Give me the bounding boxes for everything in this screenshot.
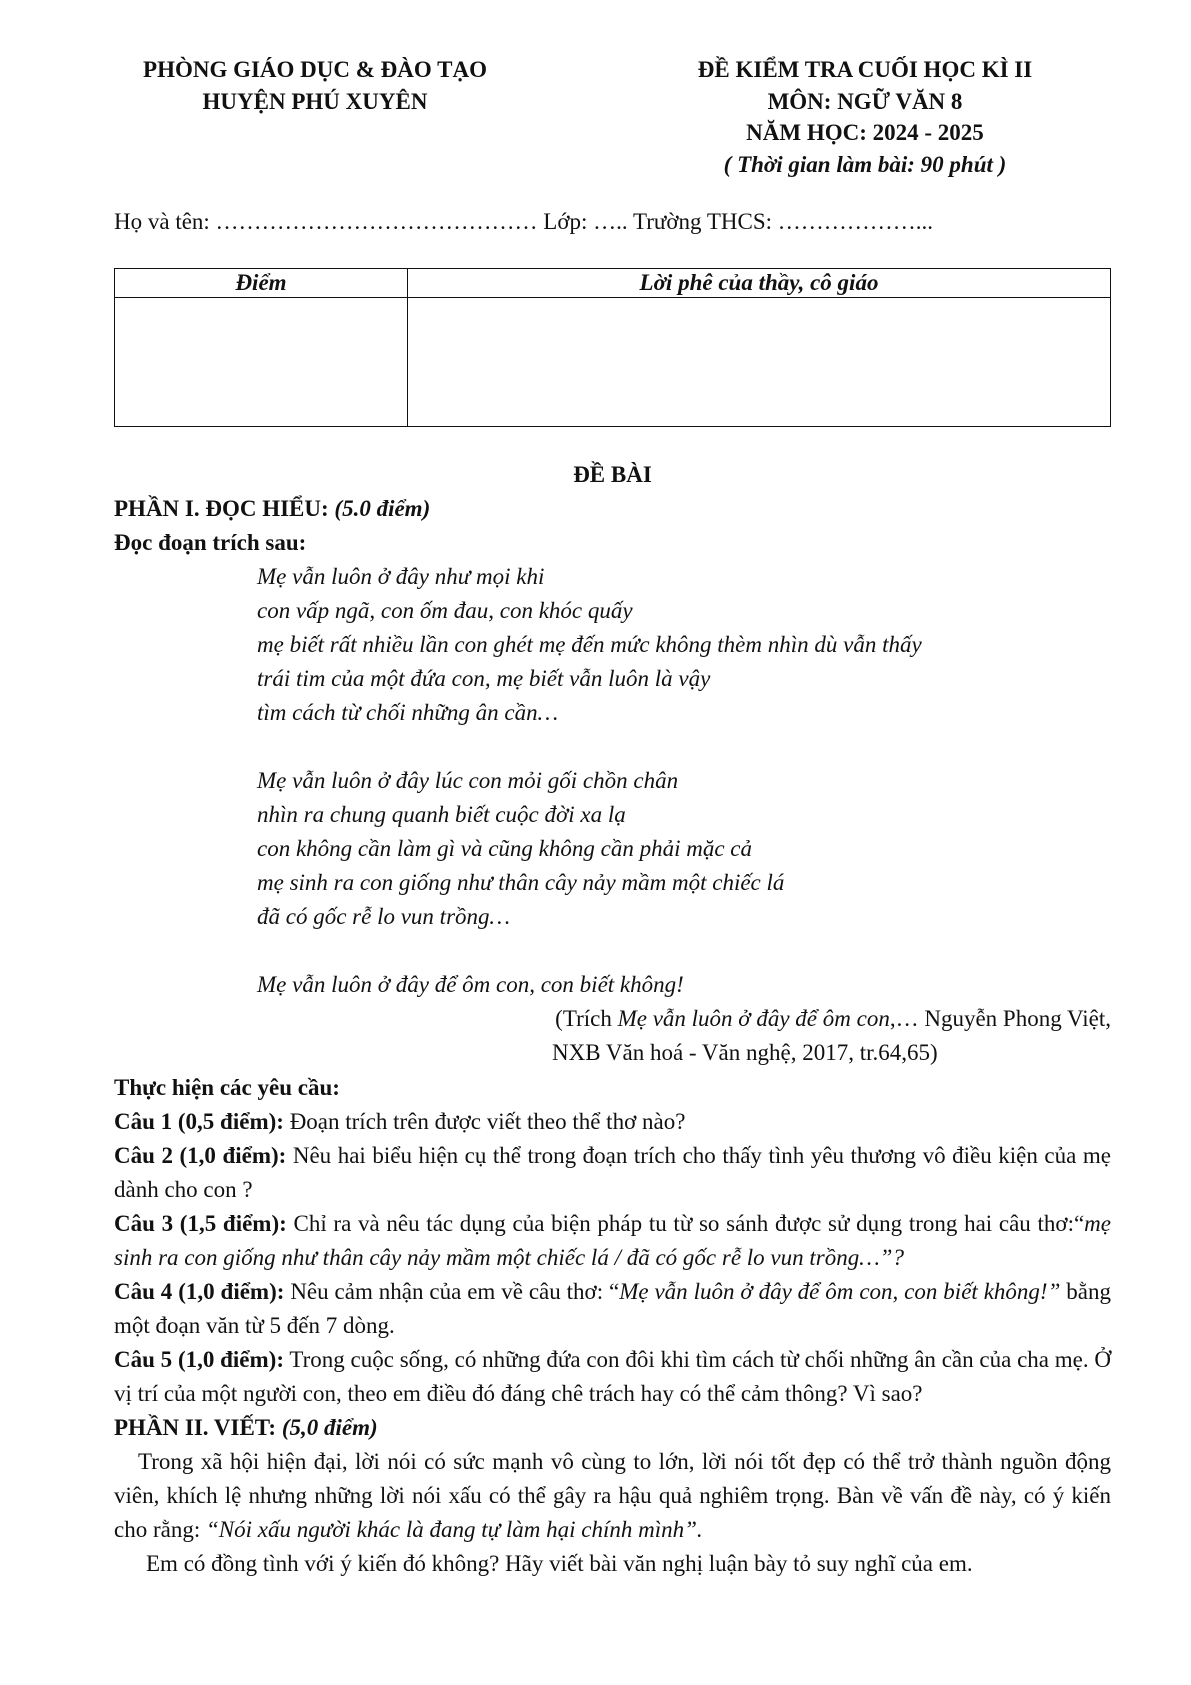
writing-prompt-quote: “Nói xấu người khác là đang tự làm hại chính mình”. — [205, 1516, 703, 1542]
requirements-label: Thực hiện các yêu cầu: — [114, 1074, 340, 1100]
question-1 — [114, 1105, 1111, 1139]
writing-prompt-text: Trong xã hội hiện đại, lời nói có sức mạnh vô cùng to lớn, lời nói tốt đẹp có thể trở thành nguồn động viên, khích lệ nhưng những lời nói xấu có thể gây ra hậu quả nghiêm trọng. Bàn về vấn đề này, có ý kiến cho rằng: — [114, 1448, 1111, 1542]
part1-points: (5.0 điểm) — [334, 496, 431, 522]
poem-line: con không cần làm gì và cũng không cần phải mặc cả — [257, 836, 753, 862]
score-header: Điểm — [115, 269, 408, 298]
part2-title: PHẦN II. VIẾT: — [114, 1414, 277, 1440]
grade-table — [114, 268, 1111, 427]
exam-heading: ĐỀ BÀI — [573, 462, 652, 487]
poem-line: nhìn ra chung quanh biết cuộc đời xa lạ — [257, 802, 626, 828]
poem-line: con vấp ngã, con ốm đau, con khóc quấy — [257, 598, 633, 624]
poem-excerpt — [257, 560, 1111, 1002]
question-tail: bằng một đoạn văn từ 5 đến 7 dòng. — [114, 1278, 1111, 1338]
citation-work: Mẹ vẫn luôn ở đây để ôm con — [617, 1006, 890, 1032]
citation-prefix: (Trích — [555, 1006, 618, 1032]
citation-author: ,… Nguyễn Phong Việt, — [889, 1006, 1111, 1032]
stanza-gap — [257, 730, 1111, 764]
part1-heading — [114, 492, 1111, 526]
department-name: PHÒNG GIÁO DỤC & ĐÀO TẠO — [143, 57, 487, 82]
question-quote: Mẹ vẫn luôn ở đây để ôm con, con biết không!” — [619, 1278, 1061, 1304]
citation-line2: NXB Văn hoá - Văn nghệ, 2017, tr.64,65) — [552, 1040, 938, 1066]
question-text: Chỉ ra và nêu tác dụng của biện pháp tu từ so sánh được sử dụng trong hai câu thơ:“ — [286, 1210, 1085, 1236]
district-name: HUYỆN PHÚ XUYÊN — [202, 88, 428, 114]
question-text: Đoạn trích trên được viết theo thể thơ nào? — [283, 1108, 686, 1134]
question-2 — [114, 1139, 1111, 1207]
exam-title: ĐỀ KIỂM TRA CUỐI HỌC KÌ II — [697, 57, 1033, 82]
question-label: Câu 3 (1,5 điểm): — [114, 1210, 287, 1236]
question-label: Câu 4 (1,0 điểm): — [114, 1278, 285, 1304]
question-5 — [114, 1343, 1111, 1411]
citation-line1 — [114, 1002, 1111, 1036]
question-text: Nêu hai biểu hiện cụ thể trong đoạn trích cho thấy tình yêu thương vô điều kiện của mẹ dành cho con ? — [114, 1142, 1111, 1202]
writing-prompt — [114, 1445, 1111, 1547]
question-label: Câu 2 (1,0 điểm): — [114, 1142, 287, 1168]
question-text: Nêu cảm nhận của em về câu thơ: “ — [284, 1278, 620, 1304]
comment-cell — [408, 298, 1111, 427]
student-info-line: Họ và tên: …………………………………… Lớp: ….. Trường THCS: ………………... — [114, 209, 934, 234]
exam-content — [114, 458, 1111, 1581]
reading-instruction: Đọc đoạn trích sau: — [114, 530, 307, 556]
poem-line: Mẹ vẫn luôn ở đây lúc con mỏi gối chồn chân — [257, 768, 679, 794]
writing-task: Em có đồng tình với ý kiến đó không? Hãy viết bài văn nghị luận bày tỏ suy nghĩ của em. — [146, 1550, 973, 1576]
question-3 — [114, 1207, 1111, 1275]
score-cell — [115, 298, 408, 427]
time-limit: ( Thời gian làm bài: 90 phút ) — [723, 152, 1007, 178]
part2-points: (5,0 điểm) — [281, 1414, 378, 1440]
subject-name: MÔN: NGỮ VĂN 8 — [767, 88, 963, 114]
question-label: Câu 5 (1,0 điểm): — [114, 1346, 284, 1372]
stanza-gap — [257, 934, 1111, 968]
poem-line: tìm cách từ chối những ân cần… — [257, 700, 559, 726]
part1-title: PHẦN I. ĐỌC HIỂU: — [114, 496, 329, 522]
question-text: Trong cuộc sống, có những đứa con đôi khi tìm cách từ chối những ân cần của cha mẹ. Ở vị trí của một người con, theo em điều đó đáng chê trách hay có thể cảm thông? Vì sao? — [114, 1346, 1111, 1406]
question-label: Câu 1 (0,5 điểm): — [114, 1108, 284, 1134]
poem-line: Mẹ vẫn luôn ở đây như mọi khi — [257, 564, 545, 590]
question-4 — [114, 1275, 1111, 1343]
school-year: NĂM HỌC: 2024 - 2025 — [746, 120, 984, 146]
poem-line: trái tim của một đứa con, mẹ biết vẫn luôn là vậy — [257, 666, 711, 692]
question-quote: mẹ sinh ra con giống như thân cây nảy mầm một chiếc lá / đã có gốc rễ lo vun trồng…”? — [114, 1210, 1111, 1270]
comment-header: Lời phê của thầy, cô giáo — [408, 269, 1111, 298]
header-left — [110, 54, 520, 117]
header-right — [640, 54, 1090, 181]
poem-line: Mẹ vẫn luôn ở đây để ôm con, con biết không! — [257, 972, 684, 998]
poem-line: mẹ sinh ra con giống như thân cây nảy mầm một chiếc lá — [257, 870, 785, 896]
poem-line: đã có gốc rễ lo vun trồng… — [257, 904, 510, 930]
part2-heading — [114, 1411, 1111, 1445]
poem-line: mẹ biết rất nhiều lần con ghét mẹ đến mức không thèm nhìn dù vẫn thấy — [257, 632, 922, 658]
